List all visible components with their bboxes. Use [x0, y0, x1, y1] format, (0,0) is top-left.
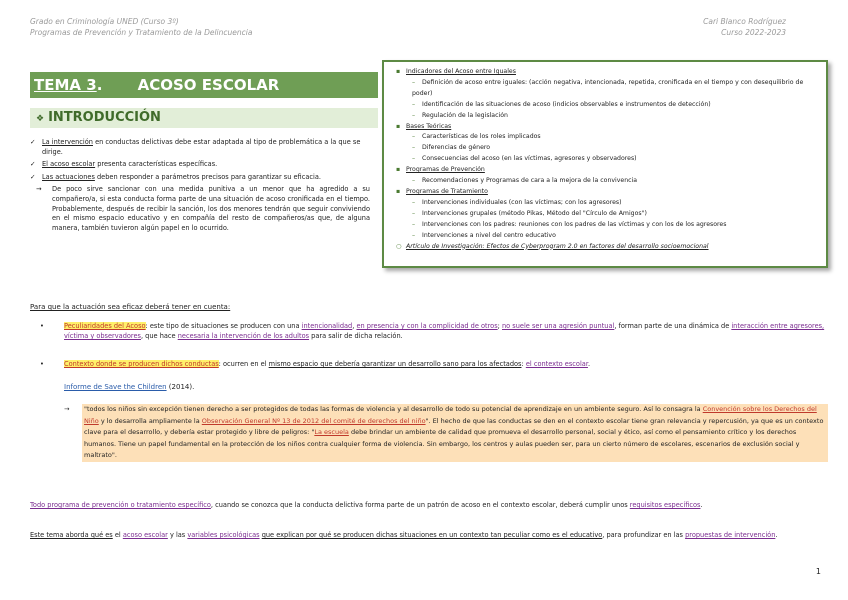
list-subitem: → De poco sirve sancionar con una medida punitiva a un menor que ha agredido a su compañero/a, si esta conducta forma parte de una situación de acoso cronificada en el tiempo. Probablemente, después de recibir la sanción, los dos menores tendrán que seguir conviviendo en el mismo espacio educativo y en compañía del resto de compañeros/as que, de alguna manera, también tuvieron algún papel en lo ocurrido.	[36, 185, 370, 232]
list-item: ✓ Las actuaciones deben responder a parámetros precisos para garantizar su eficacia.	[30, 172, 321, 181]
bullet-peculiaridades: • Peculiaridades del Acoso: este tipo de situaciones se producen con una intencionalidad, en presencia y con la complicidad de otros; no suele ser una agresión puntual, forman parte de una dinámica de interacción entre agresores, víctima y observadores, que hace necesaria la intervención de los adultos para salir de dicha relación.	[40, 322, 825, 340]
list-item: ✓ El acoso escolar presenta características específicas.	[30, 160, 218, 169]
index-subitem: – Intervenciones con los padres: reuniones con los padres de las víctimas y con los de los agresores	[412, 220, 727, 228]
topic-title-banner	[30, 72, 378, 98]
index-subitem: – Consecuencias del acoso (en las víctimas, agresores y observadores)	[412, 155, 637, 163]
topic-dot: .	[96, 76, 103, 94]
bullet-icon: •	[40, 360, 44, 368]
report-reference: Informe de Save the Children (2014).	[64, 383, 195, 391]
index-subitem: – Regulación de la legislación	[412, 111, 508, 119]
quote-block: → "todos los niños sin excepción tienen derecho a ser protegidos de todas las formas de violencia y al desarrollo de todo su potencial de aprendizaje en un ambiente seguro. Así lo consagra la Convención sobre los Derechos del Niño y lo desarrolla ampliamente la Observación General Nº 13 de 2012 del comité de derechos del niño". El hecho de que las conductas se den en el contexto escolar tiene gran relevancia y repercusión, ya que es un contexto clave para el desarrollo, y debería estar protegido y libre de peligros: "La escuela debe brindar un ambiente de calidad que promueva el desarrollo personal, social y ético, así como el pensamiento crítico y los derechos humanos. Tiene un papel fundamental en la protección de los niños contra cualquier forma de violencia. Sin embargo, los centros y aulas pueden ser, para un cierto número de escolares, escenarios de exclusión social y maltrato".	[64, 404, 828, 462]
index-subitem: – Intervenciones grupales (método Pikas, Método del "Círculo de Amigos")	[412, 209, 647, 217]
topic-number: TEMA 3	[34, 76, 97, 94]
section-title: INTRODUCCIÓN	[48, 110, 161, 125]
index-subitem: – Identificación de las situaciones de acoso (indicios observables e instrumentos de detección)	[412, 100, 711, 108]
circle-bullet-icon: ○	[396, 242, 402, 250]
paragraph-programs: Todo programa de prevención o tratamiento específico, cuando se conozca que la conducta delictiva forma parte de un patrón de acoso en el contexto escolar, deberá cumplir unos requisitos específicos.	[30, 501, 703, 509]
index-subitem: – Recomendaciones y Programas de cara a la mejora de la convivencia	[412, 177, 638, 185]
paragraph-topic-scope: Este tema aborda qué es el acoso escolar y las variables psicológicas que explican por qué se producen dichas situaciones en un contexto tan peculiar como es el educativo, para profundizar en las propuestas de intervención.	[30, 531, 778, 539]
bullet-icon: ▪	[396, 187, 401, 195]
list-item: ✓ La intervención en conductas delictivas debe estar adaptada al tipo de problemática a la que se dirige.	[30, 138, 361, 156]
topic-index-box	[382, 60, 828, 268]
report-link[interactable]: Informe de Save the Children	[64, 383, 167, 391]
index-item: ▪ Indicadores del Acoso entre Iguales	[392, 67, 818, 78]
index-subitem: – Definición de acoso entre iguales: (acción negativa, intencionada, repetida, cronificada en el tiempo y con desequilibrio de poder)	[412, 78, 804, 97]
index-subitem: – Intervenciones a nivel del centro educativo	[412, 231, 556, 239]
topic-name: ACOSO ESCOLAR	[137, 76, 280, 94]
index-subitem: – Intervenciones individuales (con las víctimas; con los agresores)	[412, 198, 622, 206]
arrow-icon: →	[64, 405, 70, 413]
header-left	[30, 16, 252, 38]
check-icon: ✓	[30, 160, 36, 169]
index-subitem: – Características de los roles implicados	[412, 133, 541, 141]
header-subject: Programas de Prevención y Tratamiento de la Delincuencia	[30, 28, 253, 37]
index-item: ▪ Programas de Tratamiento	[392, 187, 818, 198]
header-right	[703, 16, 786, 38]
index-item: ▪ Programas de Prevención	[392, 165, 818, 176]
arrow-icon: →	[36, 185, 42, 194]
bullet-icon: ▪	[396, 122, 401, 130]
index-item-article: ○ Artículo de Investigación: Efectos de Cyberprogram 2.0 en factores del desarrollo socioemocional	[392, 242, 818, 253]
page-number: 1	[815, 567, 821, 576]
bullet-contexto: • Contexto donde se producen dichos conductas: ocurren en el mismo espacio que debería garantizar un desarrollo sano para los afectados: el contexto escolar.	[40, 360, 591, 368]
lead-paragraph: Para que la actuación sea eficaz deberá tener en cuenta:	[30, 303, 231, 311]
check-icon: ✓	[30, 172, 36, 181]
index-item: ▪ Bases Teóricas	[392, 122, 818, 133]
header-author: Cari Blanco Rodríguez	[703, 17, 786, 26]
bullet-icon: ▪	[396, 166, 401, 174]
bullet-icon: ▪	[396, 68, 401, 75]
bullet-icon: •	[40, 322, 44, 330]
diamond-icon: ❖	[36, 114, 45, 124]
section-heading	[30, 108, 378, 128]
intro-list	[30, 138, 370, 233]
header-degree: Grado en Criminología UNED (Curso 3º)	[30, 17, 179, 26]
check-icon: ✓	[30, 138, 36, 146]
header-course: Curso 2022-2023	[721, 28, 786, 37]
index-subitem: – Diferencias de género	[412, 144, 491, 152]
